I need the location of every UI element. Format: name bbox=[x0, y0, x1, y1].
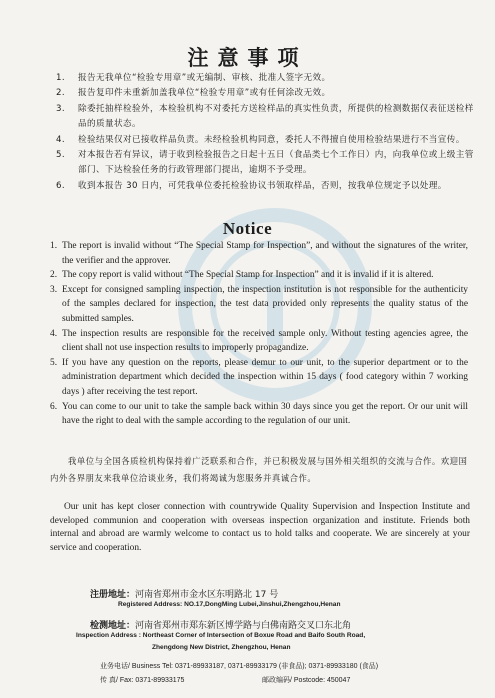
notice-list-en bbox=[50, 239, 468, 429]
inspection-address-value: 河南省郑州市郑东新区博学路与白佛南路交叉口东北角 bbox=[135, 621, 352, 631]
postcode-label: 邮政编码/ Postcode: bbox=[262, 677, 326, 684]
list-item: 3. Except for consigned sampling inspection, the inspection institution is not responsible for the authenticity of the samples declared for inspection, the test data provided only represents the quality status of the submitted samples. bbox=[50, 284, 468, 324]
inspection-address-cn bbox=[90, 615, 351, 633]
list-item: 6. You can come to our unit to take the sample back within 30 days since you get the report. Or our unit will have the right to deal with the sample according to the regulation of our unit. bbox=[50, 401, 468, 427]
list-item: 1. 报告无我单位“检验专用章”或无编制、审核、批准人签字无效。 bbox=[56, 73, 331, 83]
business-phone bbox=[100, 661, 378, 671]
registered-address-en: Registered Address: NO.17,DongMing Lubei,Jinshui,Zhengzhou,Henan bbox=[118, 601, 341, 608]
list-item: 4. 检验结果仅对已接收样品负责。未经检验机构同意，委托人不得擅自使用检验结果进行不当宣传。 bbox=[56, 134, 465, 145]
list-item: 1. The report is invalid without “The Special Stamp for Inspection”, and without the signatures of the writer, the verifier and the approver. bbox=[50, 241, 468, 266]
registered-address-label: 注册地址： bbox=[90, 590, 136, 600]
list-item: 2. 报告复印件未重新加盖我单位“检验专用章”或有任何涂改无效。 bbox=[56, 88, 331, 99]
notice-list-cn bbox=[56, 71, 474, 194]
notice-title-en: Notice bbox=[222, 219, 273, 238]
fax-label: 传 真/ Fax: bbox=[100, 677, 134, 684]
inspection-address-en-line2: Zhengdong New District, Zhengzhou, Henan bbox=[152, 644, 291, 651]
list-item: 6. 收到本报告 30 日内，可凭我单位委托检验协议书领取样品，否则，按我单位规定予以处理。 bbox=[56, 180, 447, 191]
postcode-value: 450047 bbox=[326, 677, 351, 684]
list-item: 2. The copy report is valid without “The Special Stamp for Inspection” and it is invalid if it is altered. bbox=[50, 270, 434, 281]
notice-title-cn: 注意事项 bbox=[187, 46, 308, 70]
business-phone-value: 0371-89933187, 0371-89933179 (非食品); 0371-89933180 (食品) bbox=[174, 663, 379, 670]
list-item: 4. The inspection results are responsible for the received sample only. Without testing agencies agree, the client shall not use inspection results to improperly propagandize. bbox=[50, 328, 468, 354]
registered-address-cn bbox=[90, 584, 278, 602]
inspection-address-label: 检测地址： bbox=[90, 621, 136, 631]
inspection-address-en-line1: Inspection Address : Northeast Corner of Intersection of Boxue Road and Baifo South Road, bbox=[76, 632, 366, 639]
list-item: 5. 对本报告若有异议，请于收到检验报告之日起十五日（食品类七个工作日）内，向我单位或上级主管部门、下达检验任务的行政管理部门提出，逾期不予受理。 bbox=[56, 150, 474, 176]
registered-address-value: 河南省郑州市金水区东明路北 17 号 bbox=[135, 590, 279, 600]
postcode bbox=[262, 675, 350, 685]
fax-value: 0371-89933175 bbox=[135, 677, 185, 684]
fax-number bbox=[100, 675, 184, 685]
cooperation-text-en: Our unit has kept closer connection with countrywide Quality Supervision and Inspection Institute and developed communion and cooperation with overseas inspection organization and institute. Friends both internal and abroad are warmly welcome to contact us to hold talks and cooperate. We are sincerely at your service and cooperation. bbox=[50, 502, 470, 553]
list-item: 3. 除委托抽样检验外，本检验机构不对委托方送检样品的真实性负责，所提供的检测数据仅表征送检样品的质量状态。 bbox=[56, 103, 474, 130]
cooperation-text-cn: 我单位与全国各质检机构保持着广泛联系和合作，并已积极发展与国外相关组织的交流与合作。欢迎国内外各界朋友来我单位洽谈业务，我们将竭诚为您服务并真诚合作。 bbox=[50, 456, 468, 483]
list-item: 5. If you have any question on the reports, please demur to our unit, to the superior department or to the administration department which decided the inspection within 15 days ( food category within 7 working days ) after receiving the test report. bbox=[50, 357, 468, 397]
business-phone-label: 业务电话/ Business Tel: bbox=[100, 663, 174, 670]
